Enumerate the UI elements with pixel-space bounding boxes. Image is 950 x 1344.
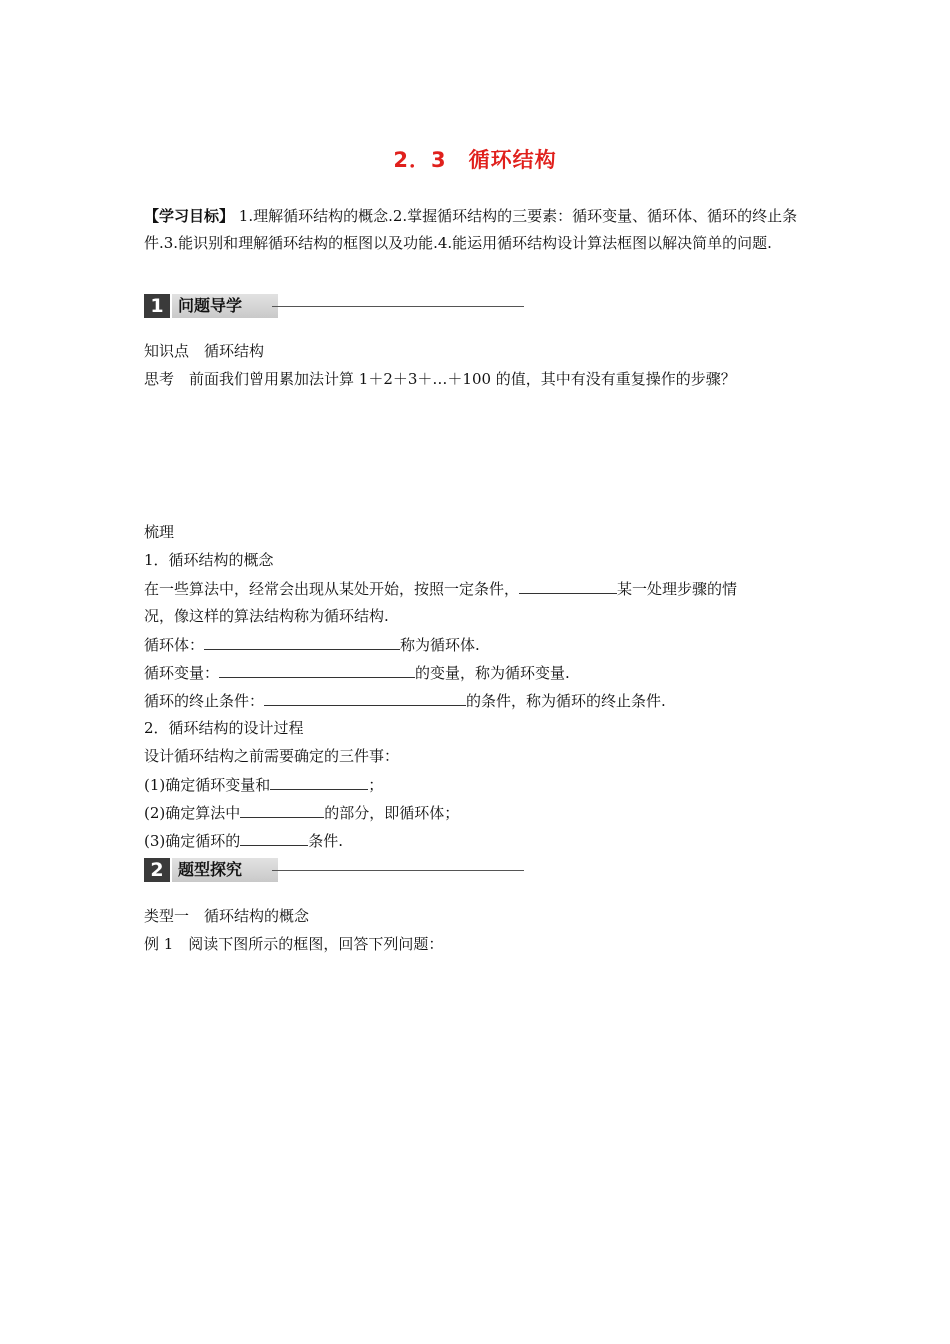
step-1-prefix: (1)确定循环变量和 <box>144 776 271 794</box>
loop-variable-label: 循环变量： <box>144 664 220 682</box>
concept-line-1 <box>144 577 737 599</box>
loop-end-label: 循环的终止条件： <box>144 692 265 710</box>
section-label: 问题导学 <box>172 294 278 318</box>
step-2-prefix: (2)确定算法中 <box>144 804 241 822</box>
step-3 <box>144 829 343 851</box>
section-rule <box>272 870 524 871</box>
loop-variable-suffix: 的变量，称为循环变量. <box>415 664 570 682</box>
knowledge-point: 知识点 循环结构 <box>144 342 265 360</box>
objectives-text: 1.理解循环结构的概念.2.掌握循环结构的三要素：循环变量、循环体、循环的终止条件.3.能识别和理解循环结构的框图以及功能.4.能运用循环结构设计算法框图以解决简单的问题. <box>144 207 798 252</box>
concept-text-a: 在一些算法中，经常会出现从某处开始，按照一定条件， <box>144 580 520 598</box>
summary-title: 梳理 <box>144 523 175 541</box>
think-question: 思考 前面我们曾用累加法计算 1＋2＋3＋…＋100 的值，其中有没有重复操作的步骤？ <box>144 370 736 388</box>
section-rule <box>272 306 524 307</box>
step-3-suffix: 条件. <box>308 832 344 850</box>
type-heading: 类型一 循环结构的概念 <box>144 907 310 925</box>
step-2 <box>144 801 459 823</box>
section-label: 题型探究 <box>172 858 278 882</box>
section-header-1 <box>144 294 524 318</box>
step-2-suffix: 的部分，即循环体； <box>324 804 460 822</box>
loop-body-suffix: 称为循环体. <box>400 636 480 654</box>
fill-blank[interactable] <box>219 661 415 678</box>
section-number: 1 <box>144 294 170 318</box>
step-1-suffix: ； <box>368 776 384 794</box>
example-1: 例 1 阅读下图所示的框图，回答下列问题： <box>144 935 444 953</box>
fill-blank[interactable] <box>264 689 466 706</box>
learning-objectives <box>144 203 808 257</box>
concept-line-2: 况，像这样的算法结构称为循环结构. <box>144 607 389 625</box>
objectives-tag: 【学习目标】 <box>144 207 235 225</box>
item2-heading: 2．循环结构的设计过程 <box>144 719 304 737</box>
fill-blank[interactable] <box>240 801 324 818</box>
step-3-prefix: (3)确定循环的 <box>144 832 241 850</box>
loop-variable-line <box>144 661 570 683</box>
loop-end-suffix: 的条件，称为循环的终止条件. <box>466 692 666 710</box>
item2-intro: 设计循环结构之前需要确定的三件事： <box>144 747 400 765</box>
section-number: 2 <box>144 858 170 882</box>
loop-end-line <box>144 689 666 711</box>
loop-body-line <box>144 633 480 655</box>
item1-heading: 1．循环结构的概念 <box>144 551 274 569</box>
fill-blank[interactable] <box>519 577 617 594</box>
fill-blank[interactable] <box>240 829 308 846</box>
concept-text-b: 某一处理步骤的情 <box>617 580 738 598</box>
section-header-2 <box>144 858 524 882</box>
fill-blank[interactable] <box>204 633 400 650</box>
loop-body-label: 循环体： <box>144 636 205 654</box>
page-title: 2．3 循环结构 <box>393 148 557 172</box>
step-1 <box>144 773 383 795</box>
fill-blank[interactable] <box>270 773 368 790</box>
